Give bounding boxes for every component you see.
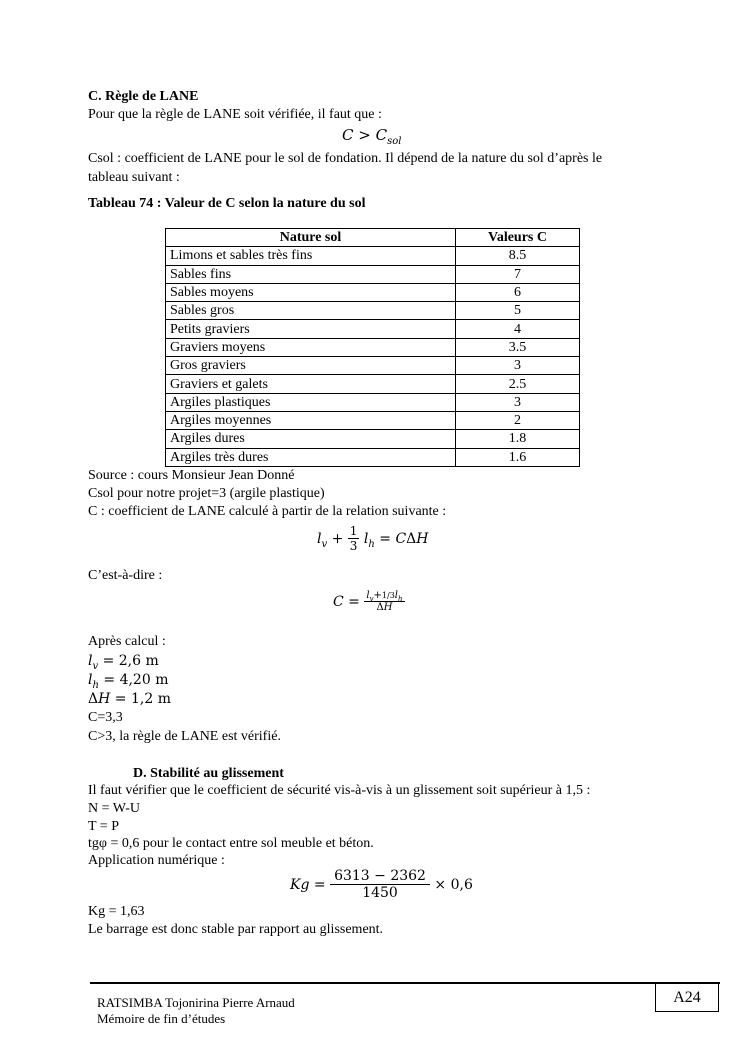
cest-a-dire: C’est-à-dire : [88,568,163,583]
cell-valeur: 3 [456,357,580,375]
lane-conclusion: C>3, la règle de LANE est vérifié. [88,729,281,744]
glissement-line4: tgφ = 0,6 pour le contact entre sol meuble et béton. [88,836,374,851]
kg-result: Kg = 1,63 [88,904,145,919]
cell-valeur: 7 [456,265,580,283]
table-row [166,357,580,375]
apres-calcul: Après calcul : [88,634,166,649]
c-result: C=3,3 [88,710,123,725]
table-row [166,430,580,448]
table-row [166,302,580,320]
cell-valeur: 2.5 [456,375,580,393]
glissement-line3: T = P [88,819,119,834]
cell-valeur: 8.5 [456,247,580,265]
table-row [166,411,580,429]
cell-sol: Argiles moyennes [166,411,456,429]
csol-definition-line2: tableau suivant : [88,170,180,185]
table-row [166,338,580,356]
header-valeurs-c: Valeurs C [456,229,580,247]
table-row [166,247,580,265]
table-row [166,320,580,338]
lane-intro: Pour que la règle de LANE soit vérifiée, il faut que : [88,107,382,122]
table-row [166,283,580,301]
table-row [166,265,580,283]
lane-relation-formula: $l_v$ + $\frac{1}{3}$ $l_h$ = C Δ H [317,524,429,553]
cell-valeur: 1.8 [456,430,580,448]
csol-definition-line1: Csol : coefficient de LANE pour le sol de fondation. Il dépend de la nature du sol d’après le [88,151,603,166]
table-row [166,393,580,411]
csol-projet: Csol pour notre projet=3 (argile plastique) [88,486,325,501]
delta-h-value: ΔH = 1,2 m [88,691,171,707]
header-nature-sol: Nature sol [166,229,456,247]
cell-valeur: 6 [456,283,580,301]
glissement-line2: N = W-U [88,801,140,816]
cell-sol: Sables moyens [166,283,456,301]
cell-sol: Limons et sables très fins [166,247,456,265]
section-d-title: D. Stabilité au glissement [133,766,284,781]
cell-sol: Argiles très dures [166,448,456,466]
glissement-line5: Application numérique : [88,853,225,868]
footer-author: RATSIMBA Tojonirina Pierre Arnaud [97,995,295,1010]
table-row [166,448,580,466]
glissement-line1: Il faut vérifier que le coefficient de sécurité vis-à-vis à un glissement soit supérieur à 1,5 : [88,783,591,798]
table-row [166,375,580,393]
cell-sol: Graviers et galets [166,375,456,393]
cell-sol: Gros graviers [166,357,456,375]
cell-sol: Sables gros [166,302,456,320]
c-formula: C = $\frac{l_v+1/3l_h}{\Delta H}$ [333,590,403,613]
glissement-conclusion: Le barrage est donc stable par rapport au glissement. [88,922,384,937]
cell-sol: Argiles plastiques [166,393,456,411]
footer-subtitle: Mémoire de fin d’études [97,1011,226,1026]
cell-valeur: 4 [456,320,580,338]
cell-valeur: 5 [456,302,580,320]
c-definition: C : coefficient de LANE calculé à partir de la relation suivante : [88,504,447,519]
cell-sol: Sables fins [166,265,456,283]
section-c-title: C. Règle de LANE [88,89,199,104]
source-note: Source : cours Monsieur Jean Donné [88,468,295,483]
lh-value: $l_h = 4,20$ m [88,672,169,691]
cell-valeur: 1.6 [456,448,580,466]
table-header-row [166,229,580,247]
page-number: A24 [655,982,719,1012]
cell-valeur: 2 [456,411,580,429]
kg-formula: Kg = $\frac{6313 - 2362}{1450}$ × 0,6 [290,868,473,901]
soil-c-table [165,228,580,467]
footer-rule [90,982,720,984]
lane-condition-formula: $C > C_{sol}$ [342,126,402,147]
cell-valeur: 3.5 [456,338,580,356]
cell-valeur: 3 [456,393,580,411]
cell-sol: Graviers moyens [166,338,456,356]
cell-sol: Petits graviers [166,320,456,338]
table-caption: Tableau 74 : Valeur de C selon la nature du sol [88,196,366,211]
lv-value: $l_v = 2,6$ m [88,653,159,672]
cell-sol: Argiles dures [166,430,456,448]
